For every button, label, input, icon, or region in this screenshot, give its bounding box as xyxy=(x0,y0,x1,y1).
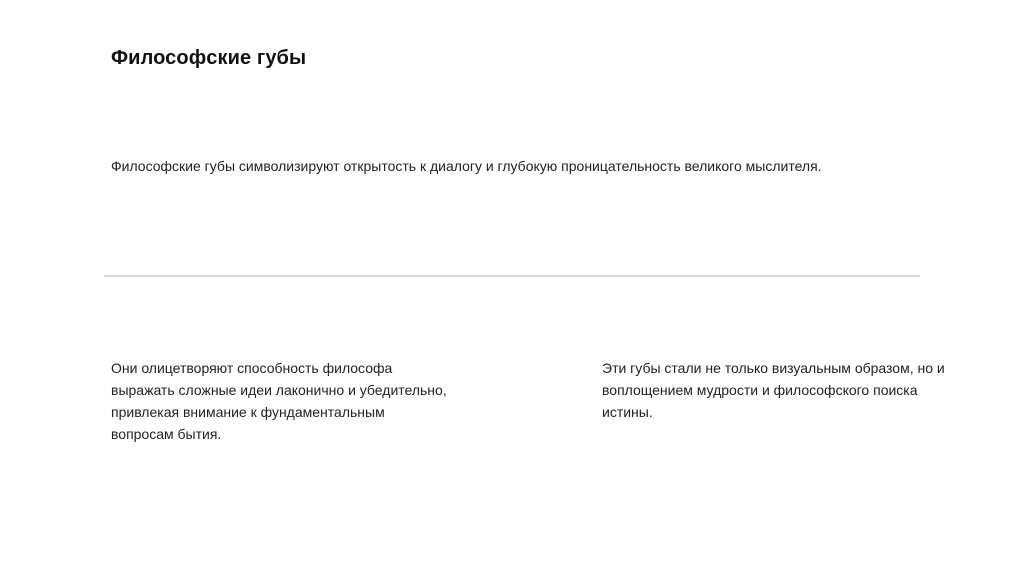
left-column-text xyxy=(111,357,456,445)
right-column-line: истины. xyxy=(602,404,653,420)
left-column-line: выражать сложные идеи лаконично и убедительно, xyxy=(111,382,447,398)
left-column-line: вопросам бытия. xyxy=(111,426,222,442)
right-column-line: воплощением мудрости и философского поиска xyxy=(602,382,918,398)
right-column-text xyxy=(602,357,947,423)
slide-subtitle: Философские губы символизируют открытость к диалогу и глубокую проницательность великого мыслителя. xyxy=(111,158,822,174)
left-column-line: Они олицетворяют способность философа xyxy=(111,360,393,376)
divider xyxy=(104,275,920,277)
left-column-line: привлекая внимание к фундаментальным xyxy=(111,404,385,420)
slide-title: Философские губы xyxy=(111,47,307,69)
right-column-line: Эти губы стали не только визуальным образом, но и xyxy=(602,360,945,376)
